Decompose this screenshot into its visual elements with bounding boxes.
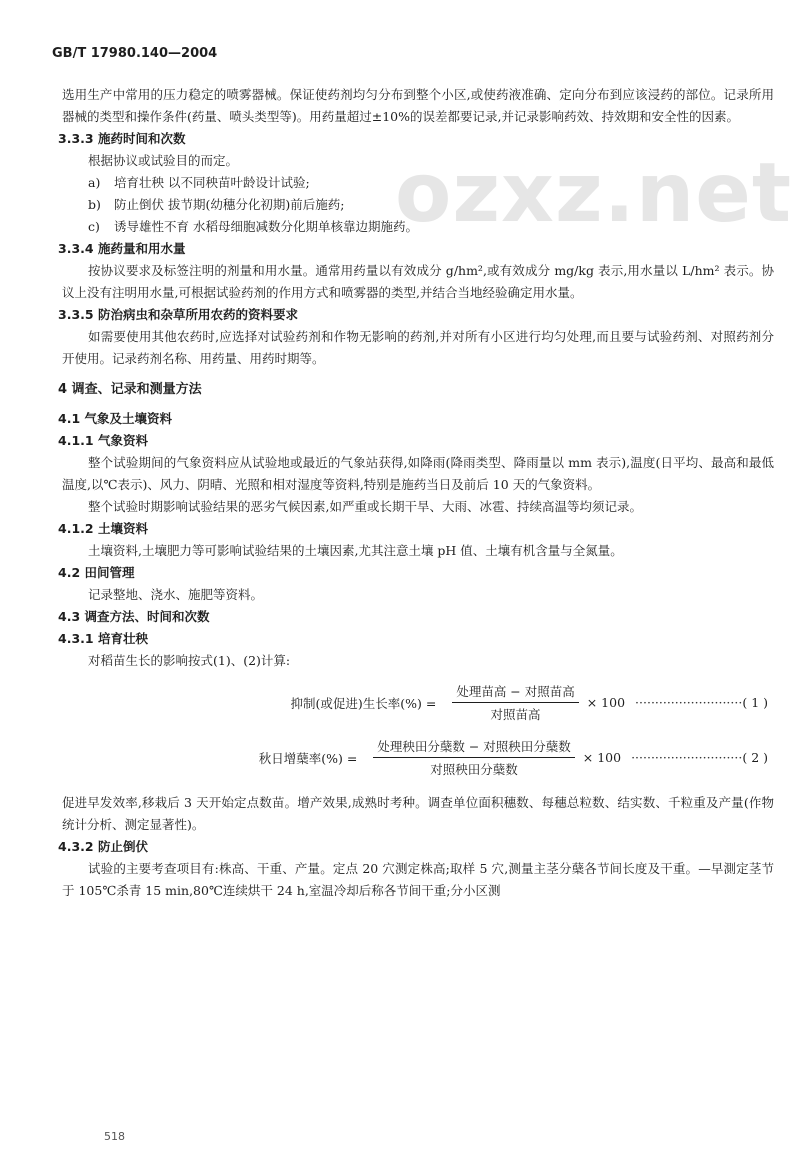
formula-number: ( 1 ): [742, 695, 768, 710]
paragraph: 按协议要求及标签注明的剂量和用水量。通常用药量以有效成分 g/hm²,或有效成分 mg/kg 表示,用水量以 L/hm² 表示。协议上没有注明用水量,可根据试验药剂的作用方式和喷雾器的类型,并结合当地经验确定用水量。: [62, 263, 774, 300]
formula-denominator: 对照秧田分蘖数: [430, 762, 518, 777]
paragraph: 整个试验期间的气象资料应从试验地或最近的气象站获得,如降雨(降雨类型、降雨量以 mm 表示),温度(日平均、最高和最低温度,以℃表示)、风力、阴晴、光照和相对湿度等资料,特别是施药当日及前后 10 天的气象资料。: [62, 455, 774, 492]
section-heading: 3.3.5 防治病虫和杂草所用农药的资料要求: [58, 307, 298, 322]
formula-leader-dots: ····························: [631, 750, 743, 765]
paragraph: 记录整地、浇水、施肥等资料。: [88, 587, 264, 602]
paragraph: 整个试验时期影响试验结果的恶劣气候因素,如严重或长期干旱、大雨、冰雹、持续高温等均须记录。: [88, 499, 642, 514]
section-heading: 4.3.2 防止倒伏: [58, 839, 148, 854]
formula-factor: × 100: [582, 750, 622, 765]
standard-code-header: GB/T 17980.140—2004: [52, 46, 218, 61]
paragraph: 试验的主要考查项目有:株高、干重、产量。定点 20 穴测定株高;取样 5 穴,测量主茎分蘖各节间长度及干重。—早測定茎节于 105℃杀青 15 min,80℃连续烘干 24 h,室温冷却后称各节间干重;分小区测: [62, 861, 774, 898]
list-item-text: 诱导雄性不育 水稻母细胞减数分化期单核靠边期施药。: [114, 219, 418, 234]
list-item: [88, 216, 774, 238]
section-heading: 4.1.1 气象资料: [58, 433, 148, 448]
section-heading: 3.3.3 施药时间和次数: [58, 131, 186, 146]
section-heading: 4.1 气象及土壤资料: [58, 411, 172, 426]
paragraph: 如需要使用其他农药时,应选择对试验药剂和作物无影响的药剂,并对所有小区进行均匀处理,而且要与试验药剂、对照药剂分开使用。记录药剂名称、用药量、用药时期等。: [62, 329, 774, 366]
list-item-text: 防止倒伏 拔节期(幼穗分化初期)前后施药;: [114, 197, 345, 212]
formula-lhs: 秋日增蘖率(%) =: [258, 750, 358, 766]
formula-leader-dots: ···························: [635, 695, 743, 710]
list-item: [88, 194, 774, 216]
watermark: ozxz.net: [395, 146, 793, 241]
list-item-marker: b): [88, 197, 101, 212]
formula-numerator: 处理秧田分蘖数 − 对照秧田分蘖数: [373, 737, 574, 758]
paragraph: 促进早发效率,移栽后 3 天开始定点数苗。增产效果,成熟时考种。调查单位面积穗数、每穗总粒数、结实数、千粒重及产量(作物统计分析、测定显著性)。: [62, 795, 774, 832]
formula-number: ( 2 ): [742, 750, 768, 765]
section-heading: 4.1.2 土壤资料: [58, 521, 148, 536]
formula-fraction: [373, 737, 574, 778]
list-item-marker: a): [88, 175, 101, 190]
list-item: [88, 172, 774, 194]
section-heading: 3.3.4 施药量和用水量: [58, 241, 186, 256]
formula: [62, 737, 774, 778]
chapter-heading: 4 调查、记录和测量方法: [58, 382, 202, 397]
list-item-text: 培育壮秧 以不同秧苗叶龄设计试验;: [114, 175, 310, 190]
section-heading: 4.2 田间管理: [58, 565, 135, 580]
formula-numerator: 处理苗高 − 对照苗高: [452, 682, 578, 703]
section-heading: 4.3.1 培育壮秧: [58, 631, 148, 646]
list-item-marker: c): [88, 219, 100, 234]
formula-lhs: 抑制(或促进)生长率(%) =: [290, 695, 437, 711]
section-heading: 4.3 调查方法、时间和次数: [58, 609, 210, 624]
document-body: [58, 84, 774, 902]
paragraph: 选用生产中常用的压力稳定的喷雾器械。保证使药剂均匀分布到整个小区,或使药液准确、定向分布到应该浸药的部位。记录所用器械的类型和操作条件(药量、喷头类型等)。用药量超过±10%的误差都要记录,并记录影响药效、持效期和安全性的因素。: [62, 87, 774, 124]
formula: [62, 682, 774, 723]
formula-fraction: [452, 682, 578, 723]
paragraph: 根据协议或试验目的而定。: [88, 153, 239, 168]
paragraph: 土壤资料,土壤肥力等可影响试验结果的土壤因素,尤其注意土壤 pH 值、土壤有机含量与全氮量。: [88, 543, 623, 558]
formula-denominator: 对照苗高: [490, 707, 541, 722]
paragraph: 对稻苗生长的影响按式(1)、(2)计算:: [88, 653, 291, 668]
formula-factor: × 100: [586, 695, 626, 710]
page-number: 518: [104, 1130, 125, 1143]
